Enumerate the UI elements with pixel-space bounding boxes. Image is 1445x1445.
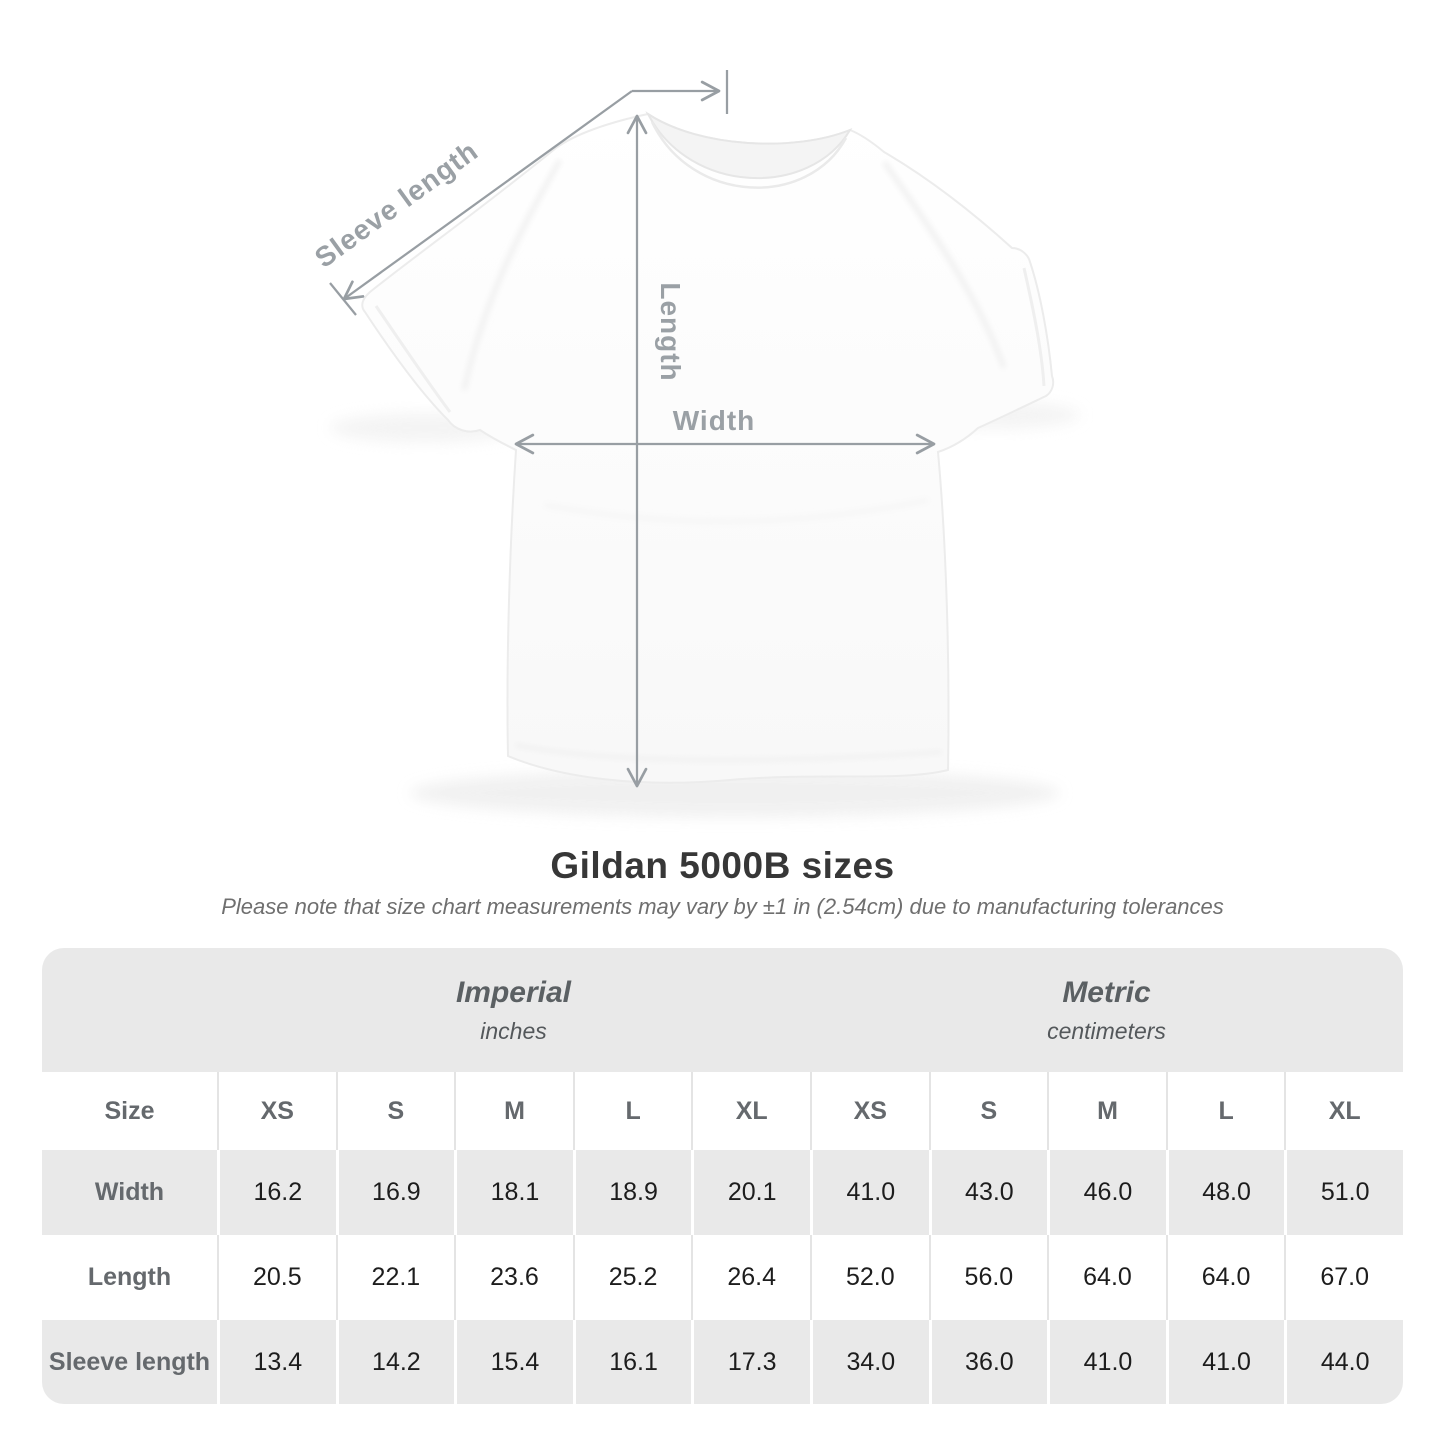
row-label: Width (42, 1150, 217, 1235)
table-cell: 41.0 (1047, 1320, 1166, 1404)
width-label: Width (672, 405, 756, 436)
table-cell: 15.4 (454, 1320, 573, 1404)
size-table (42, 948, 1403, 1404)
table-cell: 16.1 (573, 1320, 692, 1404)
size-col-metric-xs: XS (810, 1072, 929, 1150)
size-col-imperial-l: L (573, 1072, 692, 1150)
table-cell: 26.4 (691, 1235, 810, 1320)
size-col-metric-m: M (1047, 1072, 1166, 1150)
size-header-label: Size (104, 1096, 155, 1125)
table-cell: 41.0 (1166, 1320, 1285, 1404)
table-cell: 67.0 (1284, 1235, 1403, 1320)
unit-header-row (42, 948, 1403, 1072)
imperial-header (217, 948, 810, 1072)
size-col-imperial-s: S (336, 1072, 455, 1150)
table-cell: 56.0 (929, 1235, 1048, 1320)
table-row-length (42, 1235, 1403, 1320)
table-cell: 14.2 (336, 1320, 455, 1404)
table-cell: 43.0 (929, 1150, 1048, 1235)
table-cell: 23.6 (454, 1235, 573, 1320)
size-header-row (42, 1072, 1403, 1150)
metric-unit: centimeters (1047, 1017, 1166, 1044)
table-cell: 16.9 (336, 1150, 455, 1235)
page-title: Gildan 5000B sizes (550, 845, 895, 886)
table-cell: 41.0 (810, 1150, 929, 1235)
table-cell: 18.9 (573, 1150, 692, 1235)
table-cell: 48.0 (1166, 1150, 1285, 1235)
table-cell: 51.0 (1284, 1150, 1403, 1235)
table-cell: 52.0 (810, 1235, 929, 1320)
table-row-sleeve-length (42, 1320, 1403, 1404)
table-cell: 44.0 (1284, 1320, 1403, 1404)
table-cell: 22.1 (336, 1235, 455, 1320)
size-col-metric-s: S (929, 1072, 1048, 1150)
table-cell: 16.2 (217, 1150, 336, 1235)
size-col-imperial-m: M (454, 1072, 573, 1150)
imperial-title: Imperial (455, 975, 572, 1009)
row-label: Sleeve length (42, 1320, 217, 1404)
metric-title: Metric (1062, 975, 1151, 1009)
table-cell: 18.1 (454, 1150, 573, 1235)
metric-header (810, 948, 1403, 1072)
table-cell: 64.0 (1166, 1235, 1285, 1320)
table-cell: 64.0 (1047, 1235, 1166, 1320)
size-col-metric-xl: XL (1284, 1072, 1403, 1150)
table-cell: 36.0 (929, 1320, 1048, 1404)
table-cell: 25.2 (573, 1235, 692, 1320)
table-cell: 20.1 (691, 1150, 810, 1235)
tshirt-graphic (362, 114, 1053, 783)
sleeve-length-label: Sleeve length (309, 134, 484, 274)
unit-header-spacer (42, 948, 217, 1072)
imperial-unit: inches (480, 1017, 547, 1044)
table-cell: 20.5 (217, 1235, 336, 1320)
table-cell: 34.0 (810, 1320, 929, 1404)
size-col-imperial-xs: XS (217, 1072, 336, 1150)
size-col-imperial-xl: XL (691, 1072, 810, 1150)
table-cell: 46.0 (1047, 1150, 1166, 1235)
table-cell: 17.3 (691, 1320, 810, 1404)
page-subtitle: Please note that size chart measurements may vary by ±1 in (2.54cm) due to manufacturing tolerances (221, 894, 1224, 919)
sleeve-start-tick (330, 283, 356, 315)
table-row-width (42, 1150, 1403, 1235)
length-label: Length (655, 282, 686, 382)
size-col-metric-l: L (1166, 1072, 1285, 1150)
row-label: Length (87, 1263, 172, 1291)
table-cell: 13.4 (217, 1320, 336, 1404)
